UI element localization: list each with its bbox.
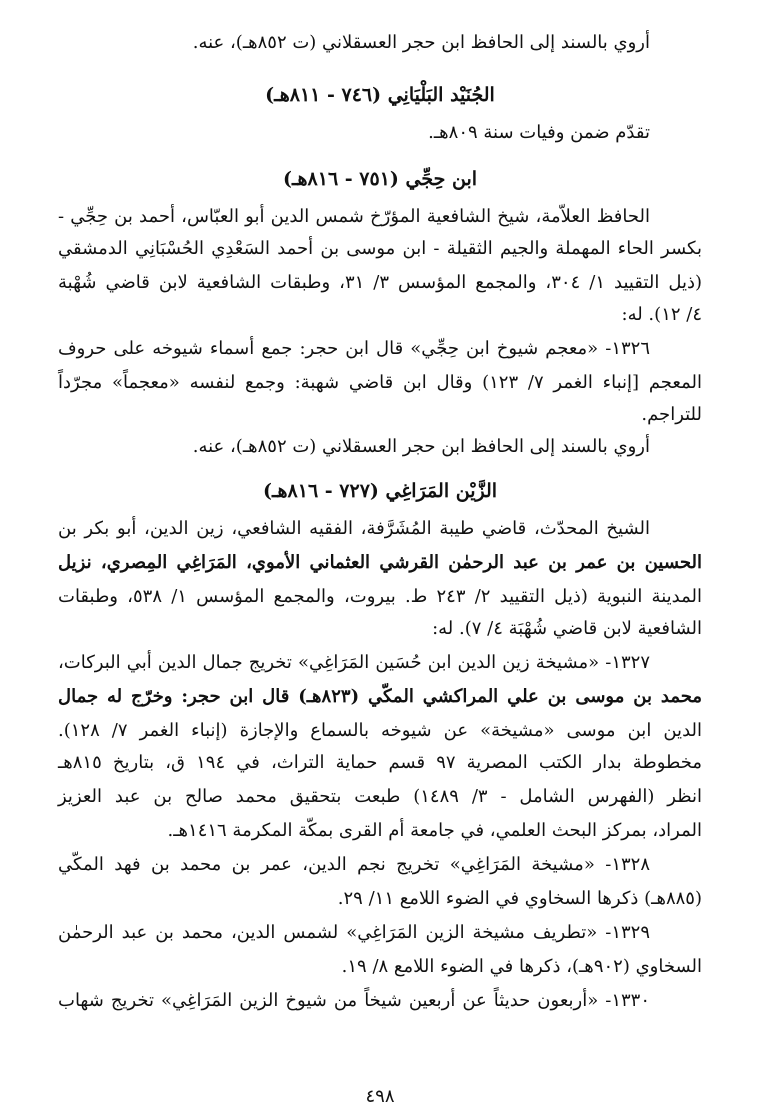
- ibn-hijji-bio-line: الحافظ العلاّمة، شيخ الشافعية المؤرّخ شمس الدين أبو العبّاس، أحمد بن حِجِّي -: [58, 206, 650, 227]
- zain-maraghi-bio-line: الحسين بن عمر بن عبد الرحمٰن القرشي العثماني الأموي، المَرَاغِي المِصري، نزيل: [58, 552, 702, 573]
- ibn-hijji-heading: ابن حِجِّي (٧٥١ - ٨١٦هـ): [282, 168, 478, 190]
- work-1327-line: محمد بن موسى بن علي المراكشي المكّي (٨٢٣هـ) قال ابن حجر: وخرّج له جمال: [58, 686, 702, 707]
- zain-maraghi-bio-line: المدينة النبوية (ذيل التقييد ٢/ ٢٤٣ ط. بيروت، والمجمع المؤسس ١/ ٥٣٨، وطبقات: [58, 586, 702, 607]
- work-1330-line: ١٣٣٠- «أربعون حديثاً عن أربعين شيخاً من شيوخ الزين المَرَاغِي» تخريج شهاب: [58, 990, 650, 1011]
- opening-attribution-line: أروي بالسند إلى الحافظ ابن حجر العسقلاني (ت ٨٥٢هـ)، عنه.: [192, 32, 650, 53]
- zain-maraghi-bio-line: الشيخ المحدّث، قاضي طيبة المُشَرَّفة، الفقيه الشافعي، زين الدين، أبو بكر بن: [58, 518, 650, 539]
- work-1329-line: السخاوي (٩٠٢هـ)، ذكرها في الضوء اللامع ٨/ ١٩.: [341, 956, 702, 977]
- work-1327-line: المراد، بمركز البحث العلمي، في جامعة أم القرى بمكّة المكرمة ١٤١٦هـ.: [167, 820, 702, 841]
- ibn-hijji-bio-line: ٤/ ١٢). له:: [621, 304, 702, 325]
- work-1327-line: انظر (الفهرس الشامل - ٣/ ١٤٨٩) طبعت بتحقيق محمد صالح بن عبد العزيز: [58, 786, 702, 807]
- work-1329-line: ١٣٢٩- «تطريف مشيخة الزين المَرَاغِي» لشمس الدين، محمد بن عبد الرحمٰن: [58, 922, 650, 943]
- page-number: ٤٩٨: [365, 1086, 395, 1107]
- work-1326-line: للتراجم.: [641, 404, 702, 425]
- ibn-hijji-closing-attribution: أروي بالسند إلى الحافظ ابن حجر العسقلاني (ت ٨٥٢هـ)، عنه.: [192, 436, 650, 457]
- work-1327-line: ١٣٢٧- «مشيخة زين الدين ابن حُسَين المَرَاغِي» تخريج جمال الدين أبي البركات،: [58, 652, 650, 673]
- work-1326-line: المعجم [إنباء الغمر ٧/ ١٢٣) وقال ابن قاضي شهبة: وجمع لنفسه «معجماً» مجرّداً: [58, 372, 702, 393]
- junaid-note: تقدّم ضمن وفيات سنة ٨٠٩هـ.: [428, 122, 650, 143]
- zain-maraghi-heading: الزَّيْن المَرَاغِي (٧٢٧ - ٨١٦هـ): [262, 480, 498, 502]
- book-page: [58, 28, 702, 1071]
- work-1327-line: مخطوطة بدار الكتب المصرية ٩٧ قسم حماية التراث، في ١٩٤ ق، بتاريخ ٨١٥هـ: [58, 752, 703, 773]
- work-1328-line: (٨٨٥هـ) ذكرها السخاوي في الضوء اللامع ١١/ ٢٩.: [337, 888, 702, 909]
- work-1326-line: ١٣٢٦- «معجم شيوخ ابن حِجِّي» قال ابن حجر: جمع أسماء شيوخه على حروف: [58, 338, 650, 359]
- zain-maraghi-bio-line: الشافعية لابن قاضي شُهْبَة ٤/ ٧). له:: [432, 618, 702, 639]
- junaid-heading: الجُنَيْد البَلْيَانِي (٧٤٦ - ٨١١هـ): [265, 84, 495, 106]
- work-1327-line: الدين ابن موسى «مشيخة» عن شيوخه بالسماع والإجازة (إنباء الغمر ٧/ ١٢٨).: [58, 720, 702, 741]
- work-1328-line: ١٣٢٨- «مشيخة المَرَاغِي» تخريج نجم الدين، عمر بن محمد بن فهد المكّي: [58, 854, 650, 875]
- ibn-hijji-bio-line: بكسر الحاء المهملة والجيم الثقيلة - ابن موسى بن أحمد السَعْدِي الحُسْبَانِي الدمشقي: [58, 238, 702, 259]
- ibn-hijji-bio-line: (ذيل التقييد ١/ ٣٠٤، والمجمع المؤسس ٣/ ٣١، وطبقات الشافعية لابن قاضي شُهْبة: [58, 272, 702, 293]
